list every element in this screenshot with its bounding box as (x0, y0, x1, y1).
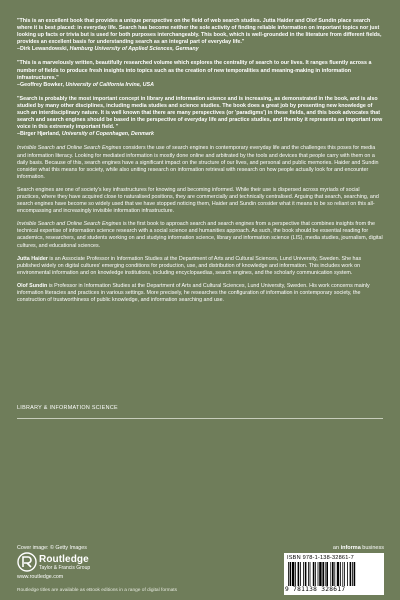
barcode-bars-icon (288, 562, 380, 586)
quote-author: –Dirk Lewandowski, (17, 46, 69, 53)
isbn-label: ISBN 978-1-138-32861-7 (287, 555, 354, 561)
author-bio (17, 283, 383, 304)
author-name: Jutta Haider (17, 255, 48, 262)
cover-text (17, 18, 383, 310)
quote-author: –Geoffrey Bowker, (17, 81, 64, 88)
quote-text: "Search is probably the most important concept in library and information science and is increasing, as demonstrated in the book, and is also studied by many other disciplines, including media studies and science studies. The book does a great job by presenting new knowledge of such an interdisciplinary nature. It is well known that there are many perspectives (or 'paradigms') in these fields, and this book advocates that search and search engines should be based in the perspective of everyday life and practice studies, and thereby it represents an important new voice in this extremely important field. " (17, 95, 383, 131)
bio-text: is Professor in Information Studies at the Department of Arts and Cultural Sciences, Lund University, Sweden. His work concerns mainly information literacies and practices in various settings. More precisely, he researches the configuration of information in contemporary society, the construction of trustworthiness of public knowledge, and information searching and use. (17, 282, 370, 304)
barcode (284, 553, 384, 595)
quote-attribution (17, 82, 383, 89)
paragraph-text: considers the use of search engines in contemporary everyday life and the challenges this poses for media and information literacy. Looking for mediated information is mostly done online and arbitrated by the tools and devices that people carry with them on a daily basis. Because of this, search engines have a significant impact on the structure of our lives, and personal and public memories. Haider and Sundin consider what this means for society, while also uniting research on information retrieval with research on how people actually look for and encounter information. (17, 145, 379, 180)
description-paragraph (17, 187, 383, 215)
paragraph-text: Search engines are one of society's key infrastructures for knowing and becoming informed. While their use is dispersed across myriads of social practices, where they have acquired close to naturalised positions, they are commercially and technically centralised. Arguing that search, searching, and search engines have become so widely used that we have stopped noticing them, Haider and Sundin consider what it means to be so reliant on this all-encompassing and increasingly invisible information infrastructure. (17, 186, 379, 215)
endorsement-quote (17, 18, 383, 53)
endorsement-quote (17, 60, 383, 88)
imprint-prefix: an (332, 545, 341, 551)
publisher-logo (17, 552, 117, 574)
quote-affiliation: Hamburg University of Applied Sciences, Germany (69, 46, 199, 53)
quote-attribution (17, 46, 383, 53)
quote-affiliation: University of Copenhagen, Denmark (61, 131, 154, 138)
divider (17, 418, 383, 419)
subject-category: LIBRARY & INFORMATION SCIENCE (17, 405, 118, 411)
quote-author: –Birger Hjørland, (17, 131, 61, 138)
imprint-name: informa (340, 545, 361, 551)
quote-text: "This is a marvelously written, beautifully researched volume which explores the centrality of search to our lives. It ranges fluently across a number of fields to produce fresh insights into topics such as the creation of new temporalities and meaning-making in information infrastructures." (17, 60, 372, 81)
paragraph-text: is the first book to approach search and search engines from a perspective that combines insights from the technical expertise of information science research with a social science and humanities approach. As such, the book should be essential reading for academics, researchers, and students working on and studying information science, library and information science (LIS), media studies, journalism, digital cultures, and educational sciences. (17, 221, 383, 249)
description-paragraph (17, 221, 383, 249)
ebook-note: Routledge titles are available as eBook editions in a range of digital formats (17, 588, 177, 593)
bio-text: is an Associate Professor in Information Studies at the Department of Arts and Cultural Sciences, Lund University, Sweden. She has published widely on digital cultures' emerging conditions for production, use, and distribution of knowledge and information. This includes work on environmental information and on knowledge institutions, including encyclopaedias, search engines, and the scholarly communication system. (17, 255, 362, 276)
imprint-suffix: business (360, 545, 384, 551)
quote-affiliation: University of California Irvine, USA (65, 81, 154, 88)
routledge-logo-icon (17, 552, 37, 572)
publisher-name: Routledge (39, 554, 89, 565)
imprint-line (286, 545, 384, 551)
publisher-group: Taylor & Francis Group (39, 565, 91, 571)
endorsement-quote (17, 96, 383, 139)
book-title: Invisible Search and Online Search Engines (17, 221, 122, 228)
publisher-url: www.routledge.com (17, 574, 64, 580)
author-name: Olof Sundin (17, 282, 48, 289)
cover-image-credit: Cover image: © Getty Images (17, 545, 87, 551)
book-title: Invisible Search and Online Search Engines (17, 145, 122, 152)
quote-attribution (17, 131, 383, 138)
barcode-digits: 9 781138 328617 (285, 586, 346, 593)
author-bio (17, 256, 383, 277)
description-paragraph (17, 145, 383, 180)
quote-text: "This is an excellent book that provides a unique perspective on the field of web search studies. Jutta Haider and Olof Sundin place search where it is best placed: in everyday life. Search has become neither the sole activity of finding reliable information on important topics nor just looking up facts or trivia but is used for both purposes interchangeably. This book, which is well-grounded in the literature from different fields, provides an excellent basis for understanding search as an integral part of everyday life." (17, 18, 382, 46)
